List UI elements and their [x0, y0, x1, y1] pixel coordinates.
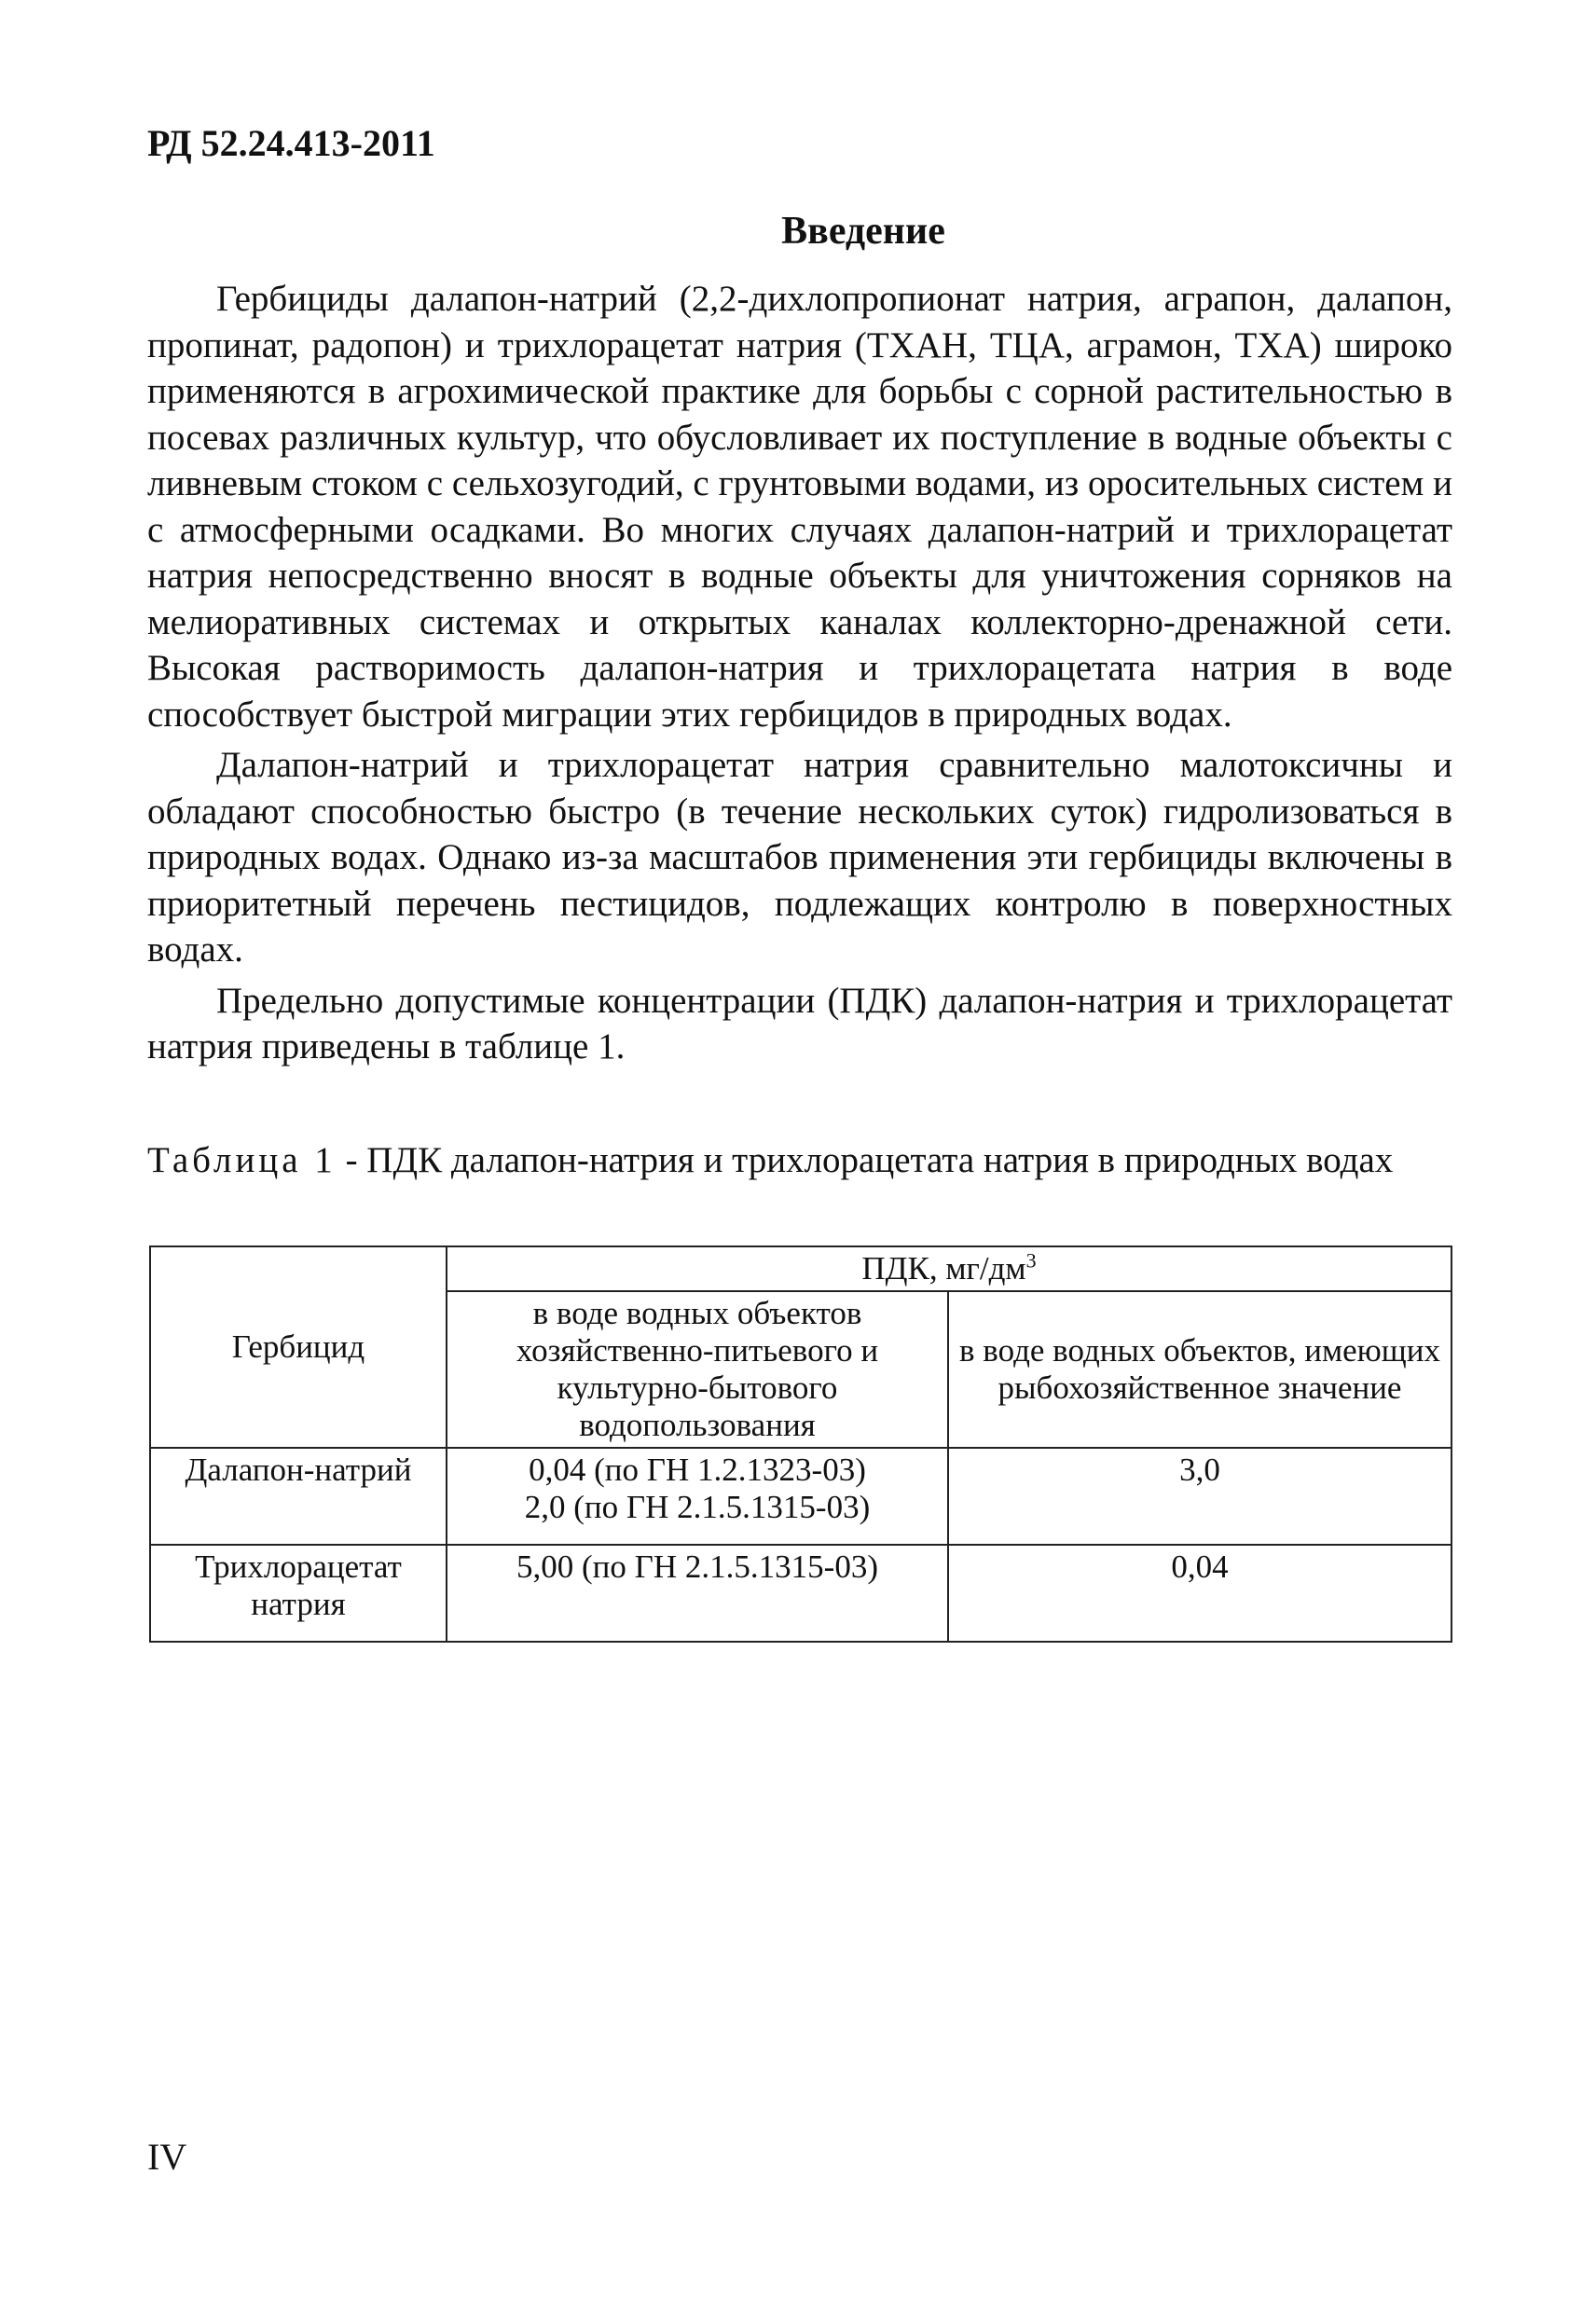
drinking-value-line: 0,04 (по ГН 1.2.1323-03)	[529, 1452, 866, 1488]
drinking-value-line: 2,0 (по ГН 2.1.5.1315-03)	[524, 1489, 871, 1525]
header-herbicide: Гербицид	[150, 1246, 447, 1448]
intro-text	[147, 276, 1452, 1075]
table-caption	[147, 1139, 1452, 1182]
drinking-value-line: 5,00 (по ГН 2.1.5.1315-03)	[516, 1548, 878, 1585]
fishery-value-cell: 0,04	[948, 1545, 1452, 1642]
document-code: РД 52.24.413-2011	[147, 122, 435, 164]
table-caption-label: Таблица 1	[147, 1140, 337, 1180]
table-header-row	[150, 1246, 1452, 1291]
header-pdk-superscript: 3	[1025, 1248, 1037, 1273]
paragraph: Гербициды далапон-натрий (2,2-дихлопропионат натрия, аграпон, далапон, пропинат, радопон) и трихлорацетат натрия (ТХАН, ТЦА, аграмон, ТХА) широко применяются в агрохимической практике для борьбы с сорной растительностью в посевах различных культур, что обусловливает их поступление в водные объекты с ливневым стоком с сельхозугодий, с грунтовыми водами, из оросительных систем и с атмосферными осадками. Во многих случаях далапон-натрий и трихлорацетат натрия непосредственно вносят в водные объекты для уничтожения сорняков на мелиоративных системах и открытых каналах коллекторно-дренажной сети. Высокая растворимость далапон-натрия и трихлорацетата натрия в воде способствует быстрой миграции этих гербицидов в природных водах.	[147, 279, 1452, 735]
page-number: IV	[147, 2136, 187, 2178]
table-caption-text: - ПДК далапон-натрия и трихлорацетата натрия в природных водах	[336, 1140, 1394, 1180]
herbicide-cell: Трихлорацетат натрия	[150, 1545, 447, 1642]
header-pdk	[447, 1246, 1452, 1291]
paragraph: Далапон-натрий и трихлорацетат натрия сравнительно малотоксичны и обладают способностью быстро (в течение нескольких суток) гидролизоваться в природных водах. Однако из-за масштабов применения эти гербициды включены в приоритетный перечень пестицидов, подлежащих контролю в поверхностных водах.	[147, 745, 1452, 970]
pdk-table	[149, 1245, 1452, 1643]
fishery-value-cell: 3,0	[948, 1448, 1452, 1545]
header-fishery-water: в воде водных объектов, имеющих рыбохозяйственное значение	[948, 1291, 1452, 1448]
section-title: Введение	[781, 210, 945, 253]
header-drinking-water: в воде водных объектов хозяйственно-питьевого и культурно-бытового водопользования	[447, 1291, 948, 1448]
paragraph: Предельно допустимые концентрации (ПДК) далапон-натрия и трихлорацетат натрия приведены в таблице 1.	[147, 980, 1452, 1067]
table-row	[150, 1448, 1452, 1545]
drinking-value-cell	[447, 1448, 948, 1545]
header-pdk-label: ПДК, мг/дм	[861, 1250, 1026, 1287]
table-row	[150, 1545, 1452, 1642]
drinking-value-cell	[447, 1545, 948, 1642]
herbicide-cell: Далапон-натрий	[150, 1448, 447, 1545]
